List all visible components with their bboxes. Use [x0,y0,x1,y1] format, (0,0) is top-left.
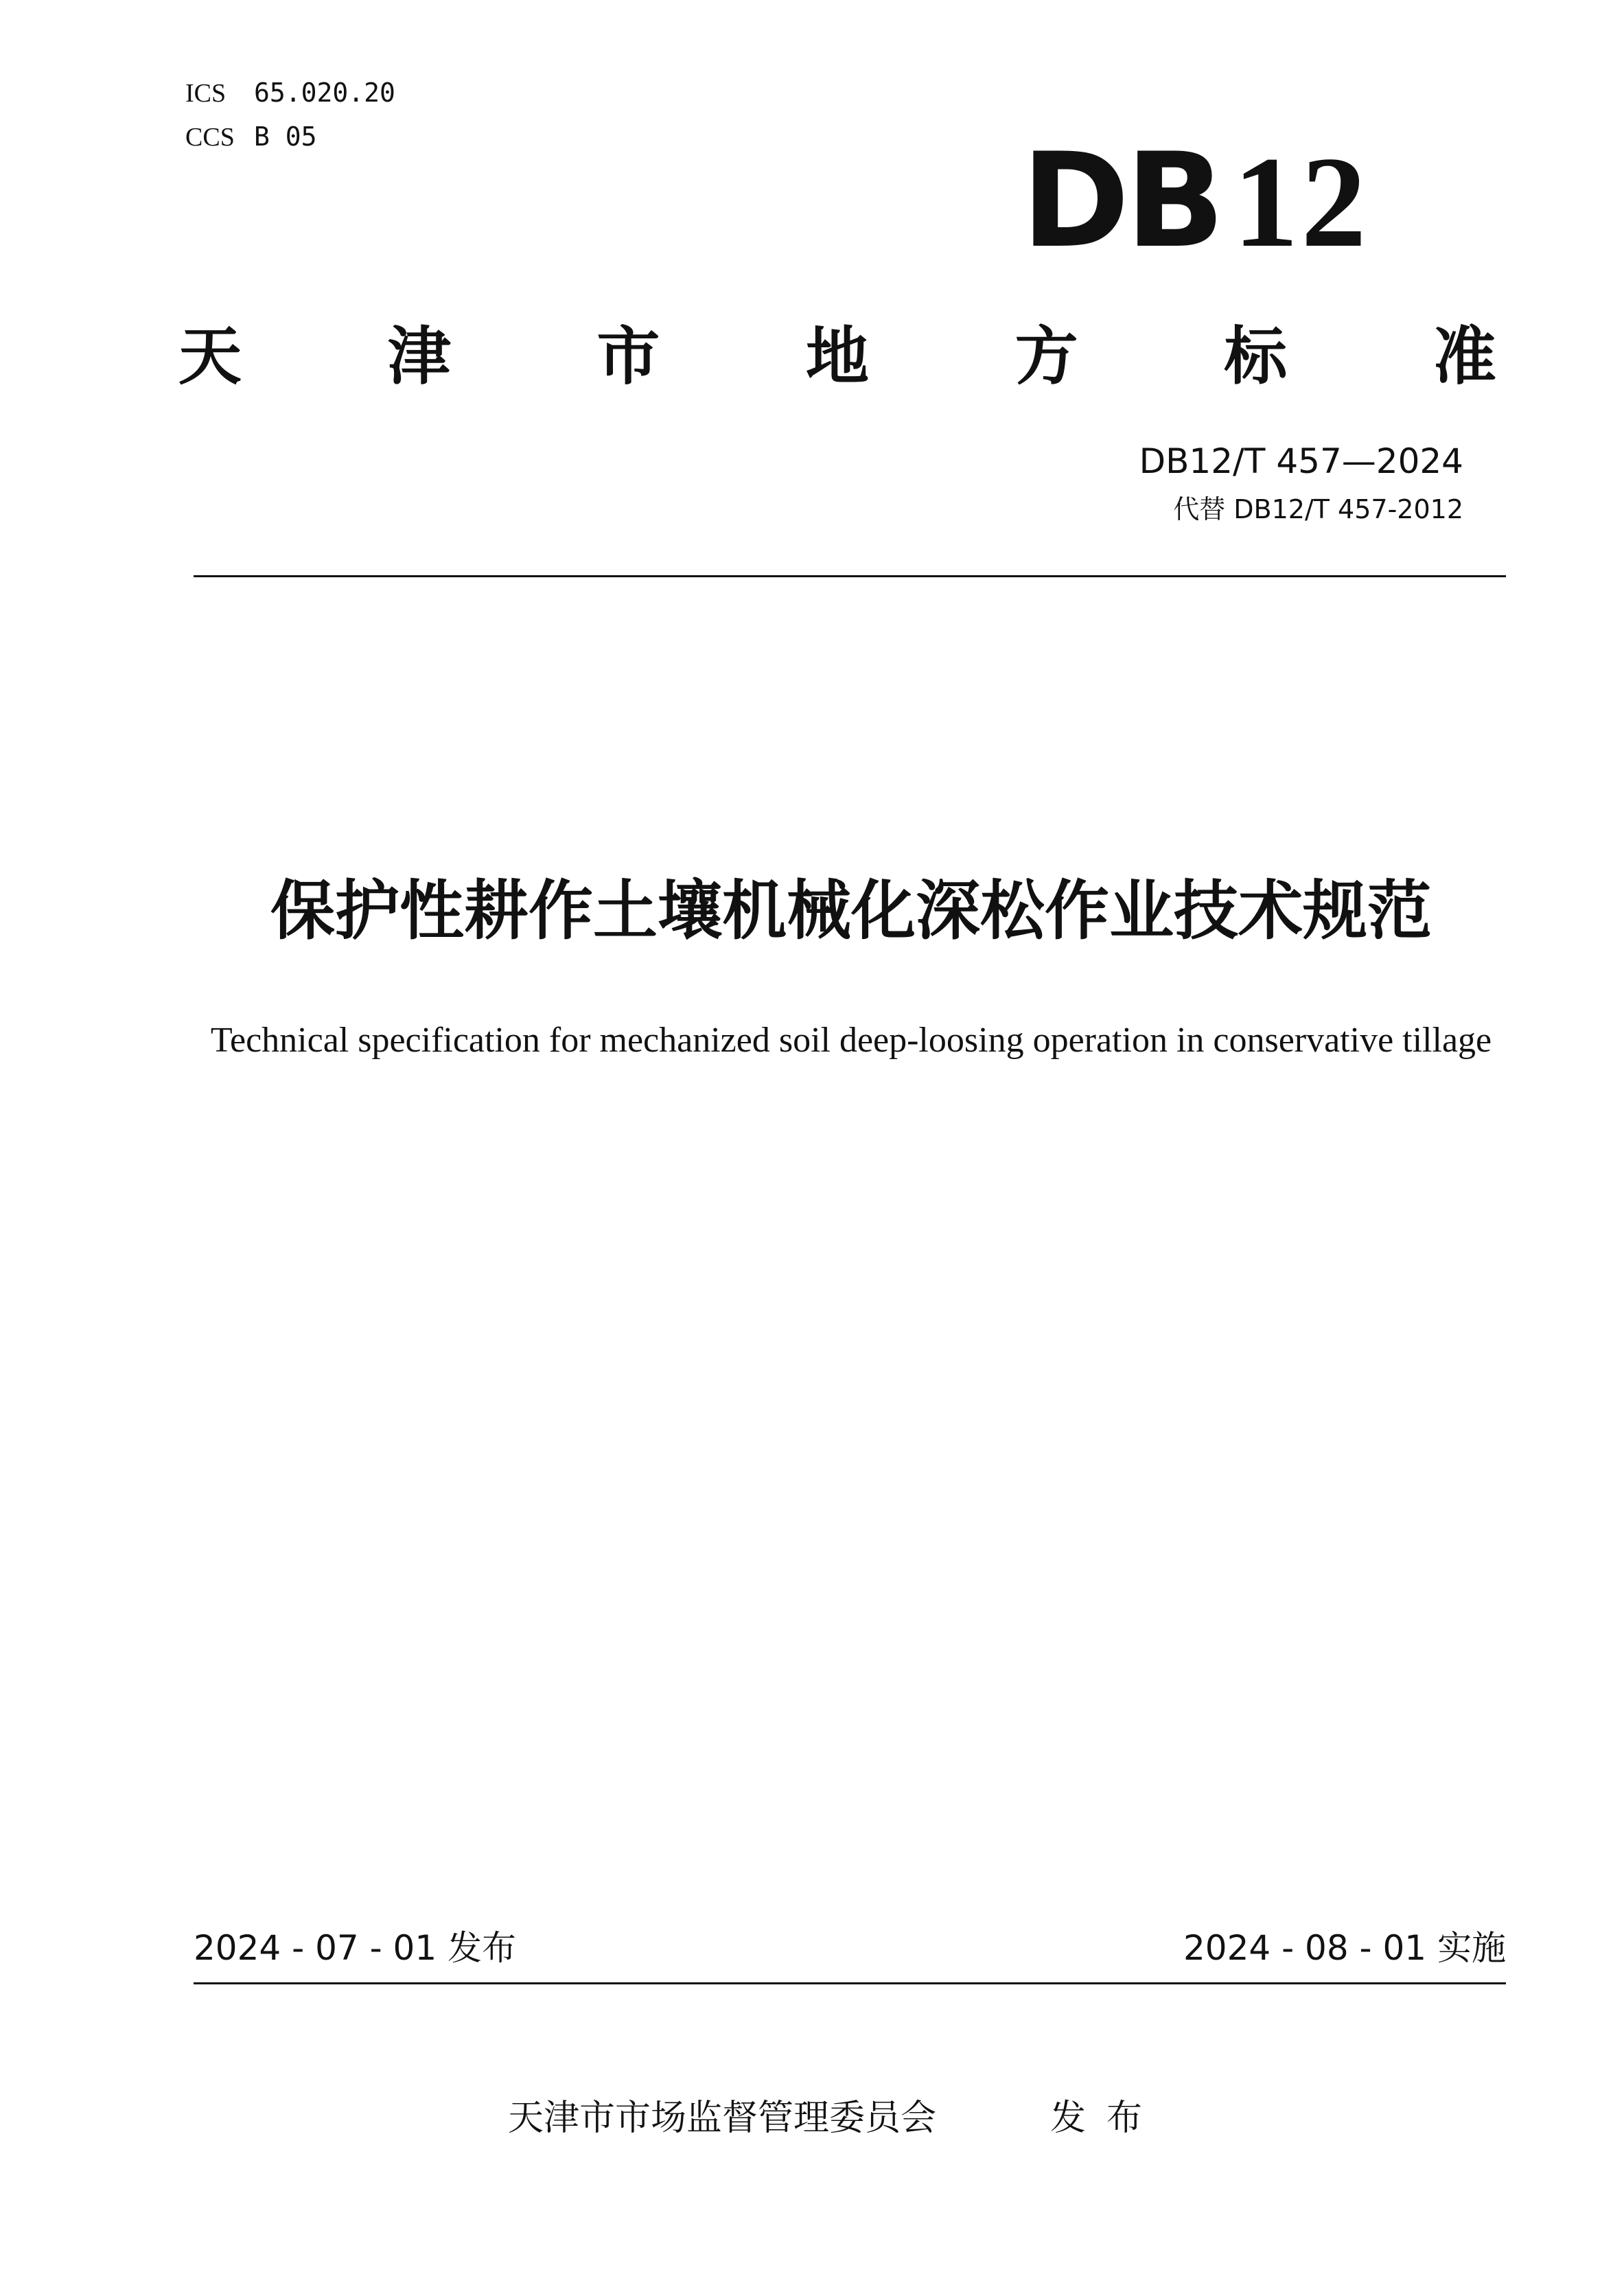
standard-type-char: 准 [1432,320,1496,393]
ics-code: 65.020.20 [254,78,395,108]
ccs-label: CCS [185,123,235,152]
implementation-date: 2024 - 08 - 01 实施 [1183,1928,1506,1968]
standard-type-char: 津 [387,320,451,393]
standard-type-char: 标 [1224,320,1288,393]
standard-number: DB12/T 457—2024 [1139,441,1463,481]
title-chinese: 保护性耕作土壤机械化深松作业技术规范 [270,874,1432,949]
title-english: Technical specification for mechanized soil deep-loosing operation in conservative tillage [210,1021,1492,1060]
footer-divider [194,1982,1506,1984]
header-divider [194,575,1506,577]
standard-type-char: 地 [805,320,869,393]
standard-type-heading [178,309,1496,405]
ccs-code: B 05 [254,121,317,152]
standard-type-char: 方 [1014,320,1078,393]
ics-row [185,77,395,109]
db-logo-number: 12 [1233,130,1369,275]
db-logo [1021,125,1378,277]
issuing-authority: 天津市市场监督管理委员会 [508,2098,937,2139]
publish-date: 2024 - 07 - 01 发布 [194,1928,517,1968]
standard-type-char: 市 [596,320,660,393]
ics-label: ICS [185,79,227,108]
replaces-note: 代替 DB12/T 457-2012 [1173,494,1463,524]
db-logo-prefix: DB [1021,125,1221,277]
standard-type-char: 天 [178,320,242,393]
ccs-row [185,121,317,153]
issue-label: 发布 [1050,2098,1163,2139]
